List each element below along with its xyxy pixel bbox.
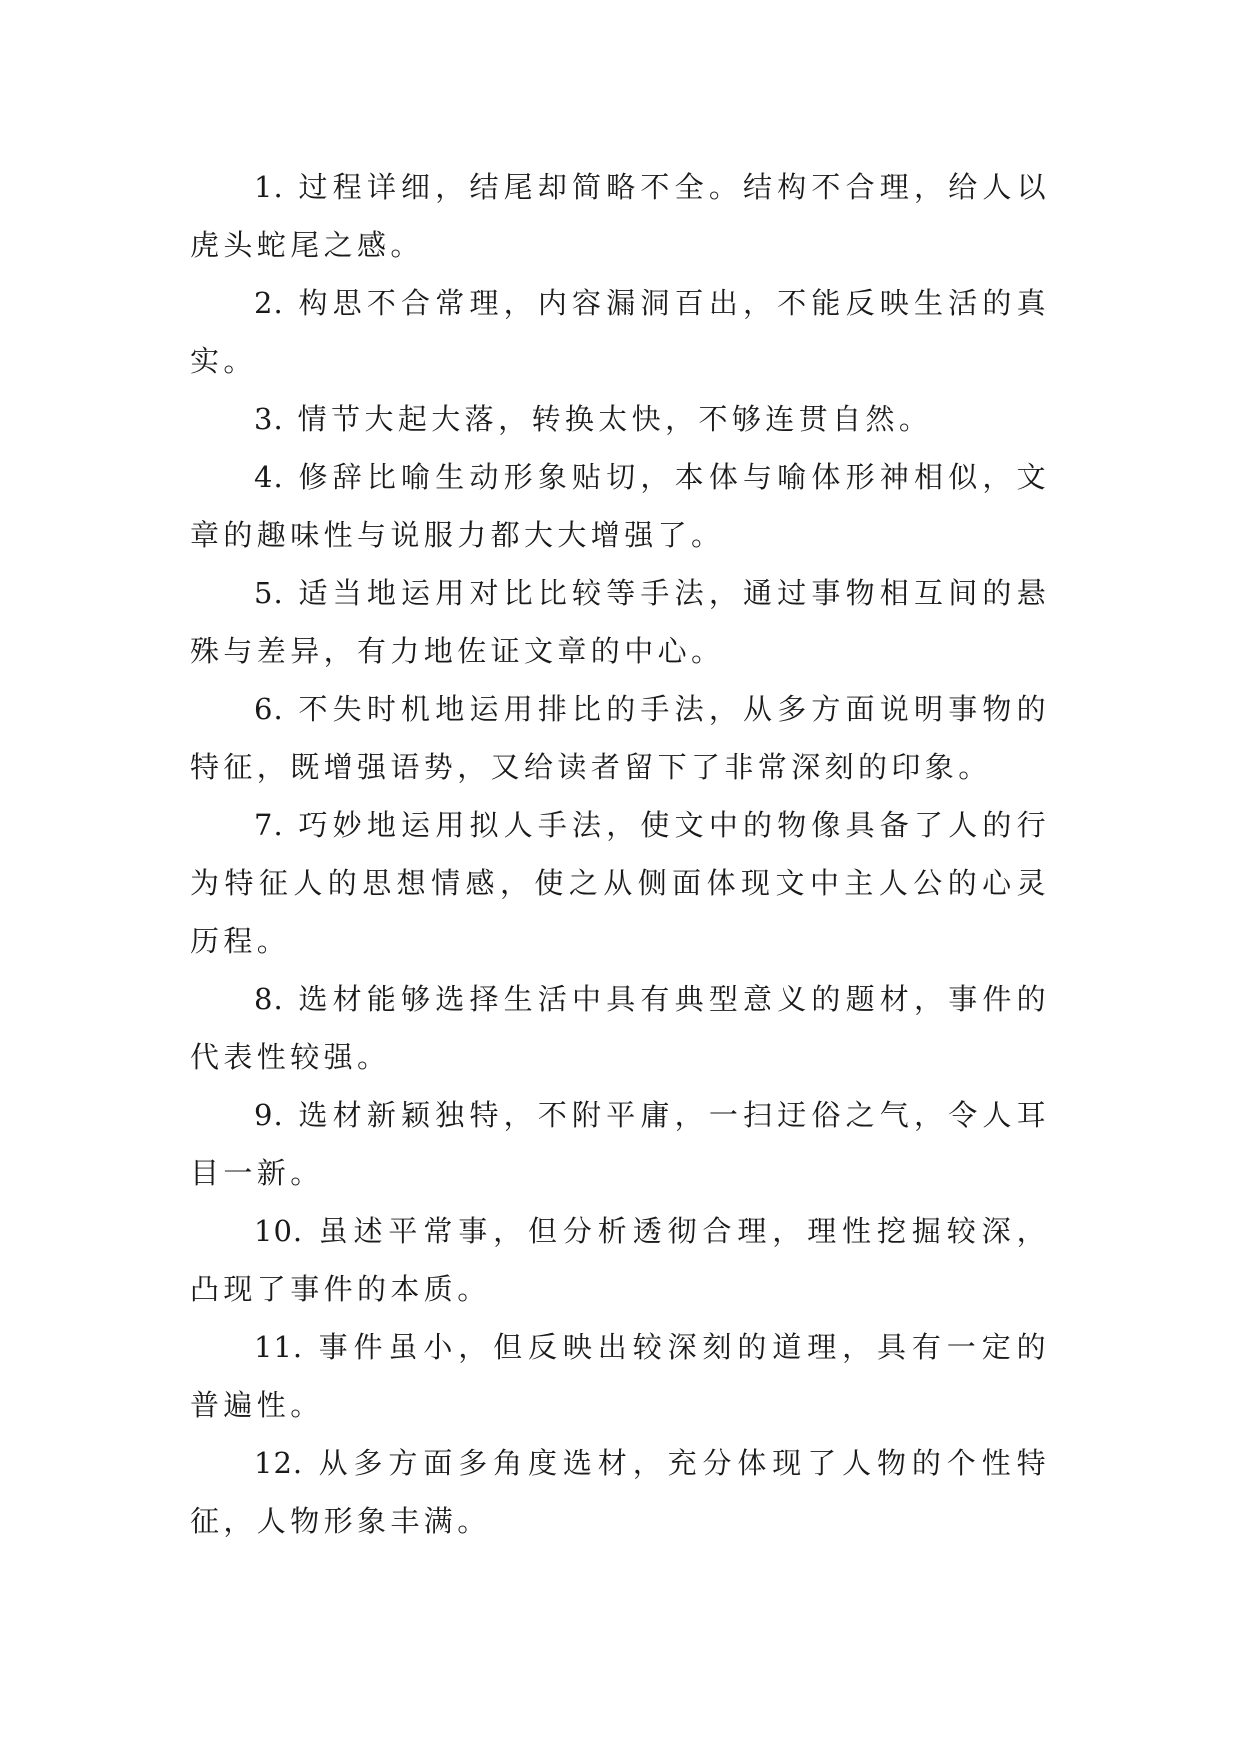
- list-item: [190, 680, 1050, 796]
- item-number: 11.: [254, 1330, 304, 1364]
- list-item: [190, 390, 1050, 448]
- list-item: [190, 564, 1050, 680]
- list-item: [190, 1434, 1050, 1550]
- list-item: [190, 274, 1050, 390]
- list-item: [190, 448, 1050, 564]
- item-number: 7.: [254, 808, 284, 842]
- item-text: 修辞比喻生动形象贴切，本体与喻体形神相似，文章的趣味性与说服力都大大增强了。: [190, 460, 1050, 552]
- list-item: [190, 796, 1050, 970]
- list-item: [190, 1318, 1050, 1434]
- item-text: 巧妙地运用拟人手法，使文中的物像具备了人的行为特征人的思想情感，使之从侧面体现文中主人公的心灵历程。: [190, 808, 1050, 958]
- item-number: 4.: [254, 460, 284, 494]
- item-text: 虽述平常事，但分析透彻合理，理性挖掘较深，凸现了事件的本质。: [190, 1214, 1050, 1306]
- item-text: 构思不合常理，内容漏洞百出，不能反映生活的真实。: [190, 286, 1050, 378]
- list-item: [190, 970, 1050, 1086]
- item-number: 10.: [254, 1214, 304, 1248]
- item-text: 过程详细，结尾却简略不全。结构不合理，给人以虎头蛇尾之感。: [190, 170, 1050, 262]
- item-text: 事件虽小，但反映出较深刻的道理，具有一定的普遍性。: [190, 1330, 1050, 1422]
- item-text: 选材能够选择生活中具有典型意义的题材，事件的代表性较强。: [190, 982, 1050, 1074]
- item-number: 3.: [254, 402, 284, 436]
- item-text: 适当地运用对比比较等手法，通过事物相互间的悬殊与差异，有力地佐证文章的中心。: [190, 576, 1050, 668]
- list-item: [190, 1086, 1050, 1202]
- item-number: 12.: [254, 1446, 304, 1480]
- item-text: 选材新颖独特，不附平庸，一扫迂俗之气，令人耳目一新。: [190, 1098, 1050, 1190]
- list-item: [190, 158, 1050, 274]
- item-text: 情节大起大落，转换太快，不够连贯自然。: [297, 402, 933, 436]
- item-number: 9.: [254, 1098, 284, 1132]
- item-number: 6.: [254, 692, 284, 726]
- item-number: 2.: [254, 286, 284, 320]
- item-text: 不失时机地运用排比的手法，从多方面说明事物的特征，既增强语势，又给读者留下了非常深刻的印象。: [190, 692, 1050, 784]
- document-page: [190, 158, 1050, 1550]
- list-item: [190, 1202, 1050, 1318]
- item-number: 1.: [254, 170, 284, 204]
- item-number: 5.: [254, 576, 284, 610]
- item-text: 从多方面多角度选材，充分体现了人物的个性特征，人物形象丰满。: [190, 1446, 1050, 1538]
- item-number: 8.: [254, 982, 284, 1016]
